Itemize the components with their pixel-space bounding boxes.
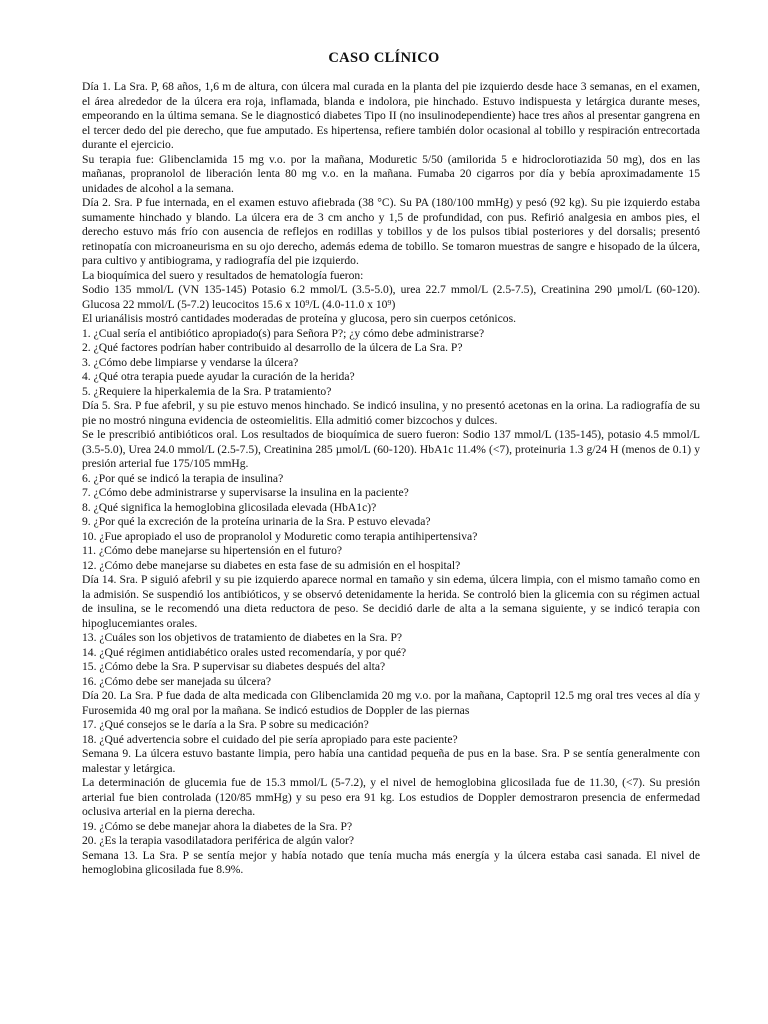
question-item: 16. ¿Cómo debe ser manejada su úlcera? <box>82 674 271 688</box>
question-item: 3. ¿Cómo debe limpiarse y vendarse la úlcera? <box>82 355 299 369</box>
question-item: 2. ¿Qué factores podrían haber contribuido al desarrollo de la úlcera de La Sra. P? <box>82 341 463 354</box>
question-item: 17. ¿Qué consejos se le daría a la Sra. P sobre su medicación? <box>82 718 369 731</box>
question-item: 5. ¿Requiere la hiperkalemia de la Sra. P tratamiento? <box>82 384 332 398</box>
case-paragraph: Su terapia fue: Glibenclamida 15 mg v.o. por la mañana, Moduretic 5/50 (amilorida 5 e hidroclorotiazida 50 mg), dos en las mañanas, propranolol de liberación lenta 80 mg v.o. en la mañana. Fumaba 20 cigarros por día y bebía aproximadamente 15 unidades de alcohol a la semana. <box>82 152 700 195</box>
case-paragraph: Semana 13. La Sra. P se sentía mejor y había notado que tenía mucha más energía y la úlcera estaba casi sanada. El nivel de hemoglobina glicosilada fue 8.9%. <box>82 848 700 876</box>
document-title: CASO CLÍNICO <box>328 50 440 66</box>
question-item: 15. ¿Cómo debe la Sra. P supervisar su diabetes después del alta? <box>82 660 386 673</box>
case-paragraph: El urianálisis mostró cantidades moderadas de proteína y glucosa, pero sin cuerpos cetónicos. <box>82 312 516 325</box>
question-item: 4. ¿Qué otra terapia puede ayudar la curación de la herida? <box>82 370 355 383</box>
question-item: 14. ¿Qué régimen antidiabético orales usted recomendaría, y por qué? <box>82 645 407 659</box>
case-paragraph: La determinación de glucemia fue de 15.3 mmol/L (5-7.2), y el nivel de hemoglobina glicosilada fue de 11.30, (<7). Su presión arterial fue bien controlada (120/85 mmHg) y su peso era 91 kg. Los estudios de Doppler demostraron presencia de enfermedad oclusiva arterial en la pierna derecha. <box>82 776 700 818</box>
question-item: 18. ¿Qué advertencia sobre el cuidado del pie sería apropiado para este paciente? <box>82 732 458 746</box>
question-item: 19. ¿Cómo se debe manejar ahora la diabetes de la Sra. P? <box>82 819 353 833</box>
case-paragraph: Día 20. La Sra. P fue dada de alta medicada con Glibenclamida 20 mg v.o. por la mañana, Captopril 12.5 mg oral tres veces al día y Furosemida 40 mg oral por la mañana. Se indicó estudios de Doppler de las piernas <box>82 689 700 717</box>
question-item: 6. ¿Por qué se indicó la terapia de insulina? <box>82 471 284 485</box>
question-item: 8. ¿Qué significa la hemoglobina glicosilada elevada (HbA1c)? <box>82 500 377 514</box>
case-paragraph: Día 5. Sra. P fue afebril, y su pie estuvo menos hinchado. Se indicó insulina, y no presentó acetonas en la orina. La radiografía de su pie no mostró ninguna evidencia de osteomielitis. Ella admitió comer bizcochos y dulces. <box>82 399 700 427</box>
question-item: 20. ¿Es la terapia vasodilatadora periférica de algún valor? <box>82 834 355 847</box>
case-paragraph: Día 14. Sra. P siguió afebril y su pie izquierdo aparece normal en tamaño y sin edema, úlcera limpia, con el mismo tamaño como en la admisión. Se suspendió los antibióticos, y se observó detenidamente la herida. Se controló bien la glicemia con su régimen actual de insulina, se le recomendó una dieta reductora de peso. Se decidió darle de alta a la semana siguiente, y se indicó terapia con hipoglucemiantes orales. <box>82 573 700 630</box>
question-item: 11. ¿Cómo debe manejarse su hipertensión en el futuro? <box>82 544 343 557</box>
case-paragraph: Semana 9. La úlcera estuvo bastante limpia, pero había una cantidad pequeña de pus en la base. Sra. P se sentía generalmente con malestar y letárgica. <box>82 747 700 775</box>
question-item: 10. ¿Fue apropiado el uso de propranolol y Moduretic como terapia antihipertensiva? <box>82 529 478 543</box>
question-item: 1. ¿Cual sería el antibiótico apropiado(s) para Señora P?; ¿y cómo debe administrarse? <box>82 326 485 340</box>
question-item: 7. ¿Cómo debe administrarse y supervisarse la insulina en la paciente? <box>82 486 409 499</box>
question-item: 12. ¿Cómo debe manejarse su diabetes en esta fase de su admisión en el hospital? <box>82 558 461 572</box>
question-item: 13. ¿Cuáles son los objetivos de tratamiento de diabetes en la Sra. P? <box>82 631 403 644</box>
case-paragraph: Se le prescribió antibióticos oral. Los resultados de bioquímica de suero fueron: Sodio 137 mmol/L (135-145), potasio 4.5 mmol/L (3.5-5.0), Urea 24.0 mmol/L (2.5-7.5), Creatinina 285 µmol/L (60-120). HbA1c 11.4% (<7), proteinuria 1.3 g/24 H (menos de 0.1) y presión arterial fue 175/105 mmHg. <box>82 428 700 470</box>
case-paragraph: La bioquímica del suero y resultados de hematología fueron: <box>82 268 364 282</box>
case-body <box>82 80 700 878</box>
case-paragraph: Día 2. Sra. P fue internada, en el examen estuvo afiebrada (38 °C). Su PA (180/100 mmHg) y pesó (92 kg). Su pie izquierdo estaba sumamente hinchado y blando. La úlcera era de 3 cm ancho y 1,5 de profundidad, con pus. Refirió analgesia en ambos pies, el derecho estuvo más frío con ausencia de reflejos en rodillas y tobillos y de los pulsos tibial posteriores y del dorsalis; presentó retinopatía con microaneurisma en su ojo derecho, además edema de tobillo. Se tomaron muestras de sangre e hisopado de la úlcera, para cultivo y antibiograma, y radiografía del pie izquierdo. <box>82 196 700 267</box>
question-item: 9. ¿Por qué la excreción de la proteína urinaria de la Sra. P estuvo elevada? <box>82 515 431 528</box>
case-paragraph: Día 1. La Sra. P, 68 años, 1,6 m de altura, con úlcera mal curada en la planta del pie izquierdo desde hace 3 semanas, en el examen, el área alrededor de la úlcera era roja, inflamada, blanda e indolora, pie hinchado. Estuvo indispuesta y letárgica durante meses, empeorando en la última semana. Se le diagnosticó diabetes Tipo II (no insulinodependiente) hace tres años al presentar gangrena en el tercer dedo del pie derecho, que fue amputado. Es hipertensa, refiere también dolor ocasional al tobillo y respiración entrecortada durante el ejercicio. <box>82 80 700 151</box>
case-paragraph: Sodio 135 mmol/L (VN 135-145) Potasio 6.2 mmol/L (3.5-5.0), urea 22.7 mmol/L (2.5-7.5), Creatinina 290 µmol/L (60-120). Glucosa 22 mmol/L (5-7.2) leucocitos 15.6 x 10⁹/L (4.0-11.0 x 10⁹) <box>82 283 700 311</box>
